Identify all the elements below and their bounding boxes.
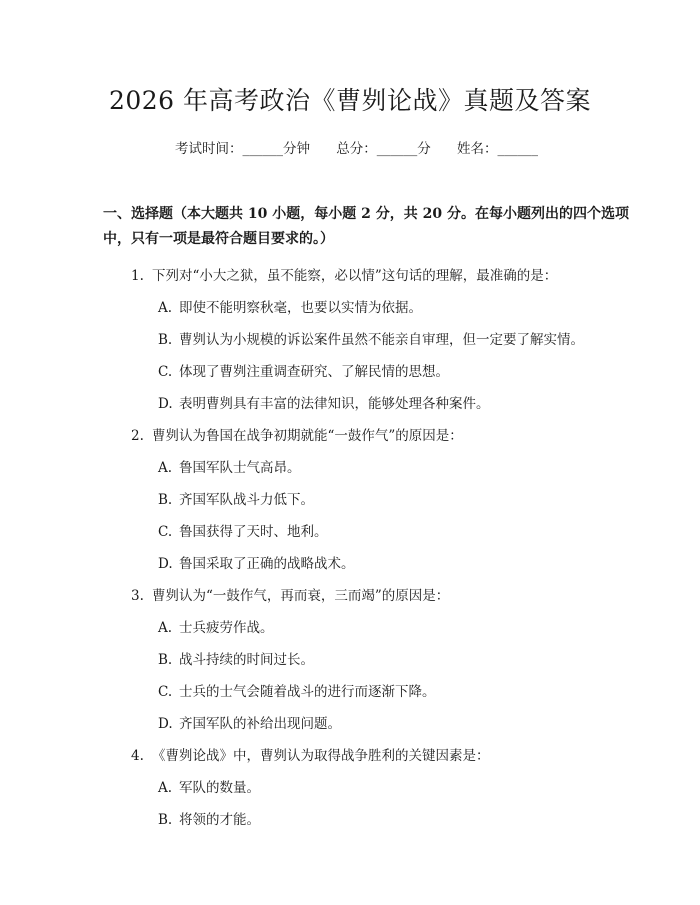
answer-option <box>103 810 640 830</box>
answer-option <box>103 522 640 542</box>
answer-option <box>103 298 640 318</box>
question-text: 《曹刿论战》中，曹刿认为取得战争胜利的关键因素是： <box>152 748 490 764</box>
option-letter: D. <box>158 716 173 732</box>
answer-option <box>103 682 640 702</box>
option-letter: A. <box>158 620 173 636</box>
option-text: 士兵疲劳作战。 <box>179 620 274 636</box>
answer-option <box>103 714 640 734</box>
answer-option <box>103 778 640 798</box>
option-text: 即使不能明察秋毫，也要以实情为依据。 <box>179 300 422 316</box>
answer-option <box>103 554 640 574</box>
option-text: 体现了曹刿注重调查研究、了解民情的思想。 <box>179 364 449 380</box>
option-text: 曹刿认为小规模的诉讼案件虽然不能亲自审理，但一定要了解实情。 <box>179 332 584 348</box>
option-letter: B. <box>158 652 173 668</box>
question-text: 下列对“小大之狱，虽不能察，必以情”这句话的理解，最准确的是： <box>152 268 558 284</box>
question-number: 1. <box>131 268 144 284</box>
option-letter: B. <box>158 812 173 828</box>
answer-option <box>103 330 640 350</box>
question-number: 2. <box>131 428 144 444</box>
option-letter: B. <box>158 332 173 348</box>
option-letter: A. <box>158 300 173 316</box>
option-text: 鲁国获得了天时、地利。 <box>179 524 328 540</box>
option-text: 军队的数量。 <box>179 780 260 796</box>
answer-option <box>103 618 640 638</box>
option-text: 齐国军队的补给出现问题。 <box>179 716 341 732</box>
question-number: 4. <box>131 748 144 764</box>
answer-option <box>103 490 640 510</box>
option-letter: C. <box>158 364 173 380</box>
answer-option <box>103 362 640 382</box>
option-letter: C. <box>158 524 173 540</box>
option-text: 鲁国军队士气高昂。 <box>179 460 301 476</box>
total-score-field: 总分：______分 <box>336 141 431 157</box>
question-number: 3. <box>131 588 144 604</box>
exam-title: 2026 年高考政治《曹刿论战》真题及答案 <box>108 86 592 115</box>
option-letter: A. <box>158 460 173 476</box>
option-letter: A. <box>158 780 173 796</box>
option-letter: B. <box>158 492 173 508</box>
option-text: 齐国军队战斗力低下。 <box>179 492 314 508</box>
option-letter: D. <box>158 556 173 572</box>
option-text: 表明曹刿具有丰富的法律知识，能够处理各种案件。 <box>179 396 490 412</box>
option-letter: C. <box>158 684 173 700</box>
answer-option <box>103 458 640 478</box>
option-text: 士兵的士气会随着战斗的进行而逐渐下降。 <box>179 684 436 700</box>
question-text: 曹刿认为鲁国在战争初期就能“一鼓作气”的原因是： <box>152 428 463 444</box>
answer-option <box>103 394 640 414</box>
section-heading: 一、选择题（本大题共 10 小题，每小题 2 分，共 20 分。在每小题列出的四个选项中，只有一项是最符合题目要求的。） <box>103 206 629 247</box>
question-stem <box>103 266 640 286</box>
exam-meta <box>73 140 640 158</box>
question-text: 曹刿认为“一鼓作气，再而衰，三而竭”的原因是： <box>152 588 450 604</box>
answer-option <box>103 650 640 670</box>
question-stem <box>103 746 640 766</box>
option-text: 鲁国采取了正确的战略战术。 <box>179 556 355 572</box>
option-letter: D. <box>158 396 173 412</box>
student-name-field: 姓名：______ <box>457 141 539 157</box>
exam-time-field: 考试时间：______分钟 <box>174 141 310 157</box>
question-stem <box>103 426 640 446</box>
option-text: 战斗持续的时间过长。 <box>179 652 314 668</box>
option-text: 将领的才能。 <box>179 812 260 828</box>
question-stem <box>103 586 640 606</box>
